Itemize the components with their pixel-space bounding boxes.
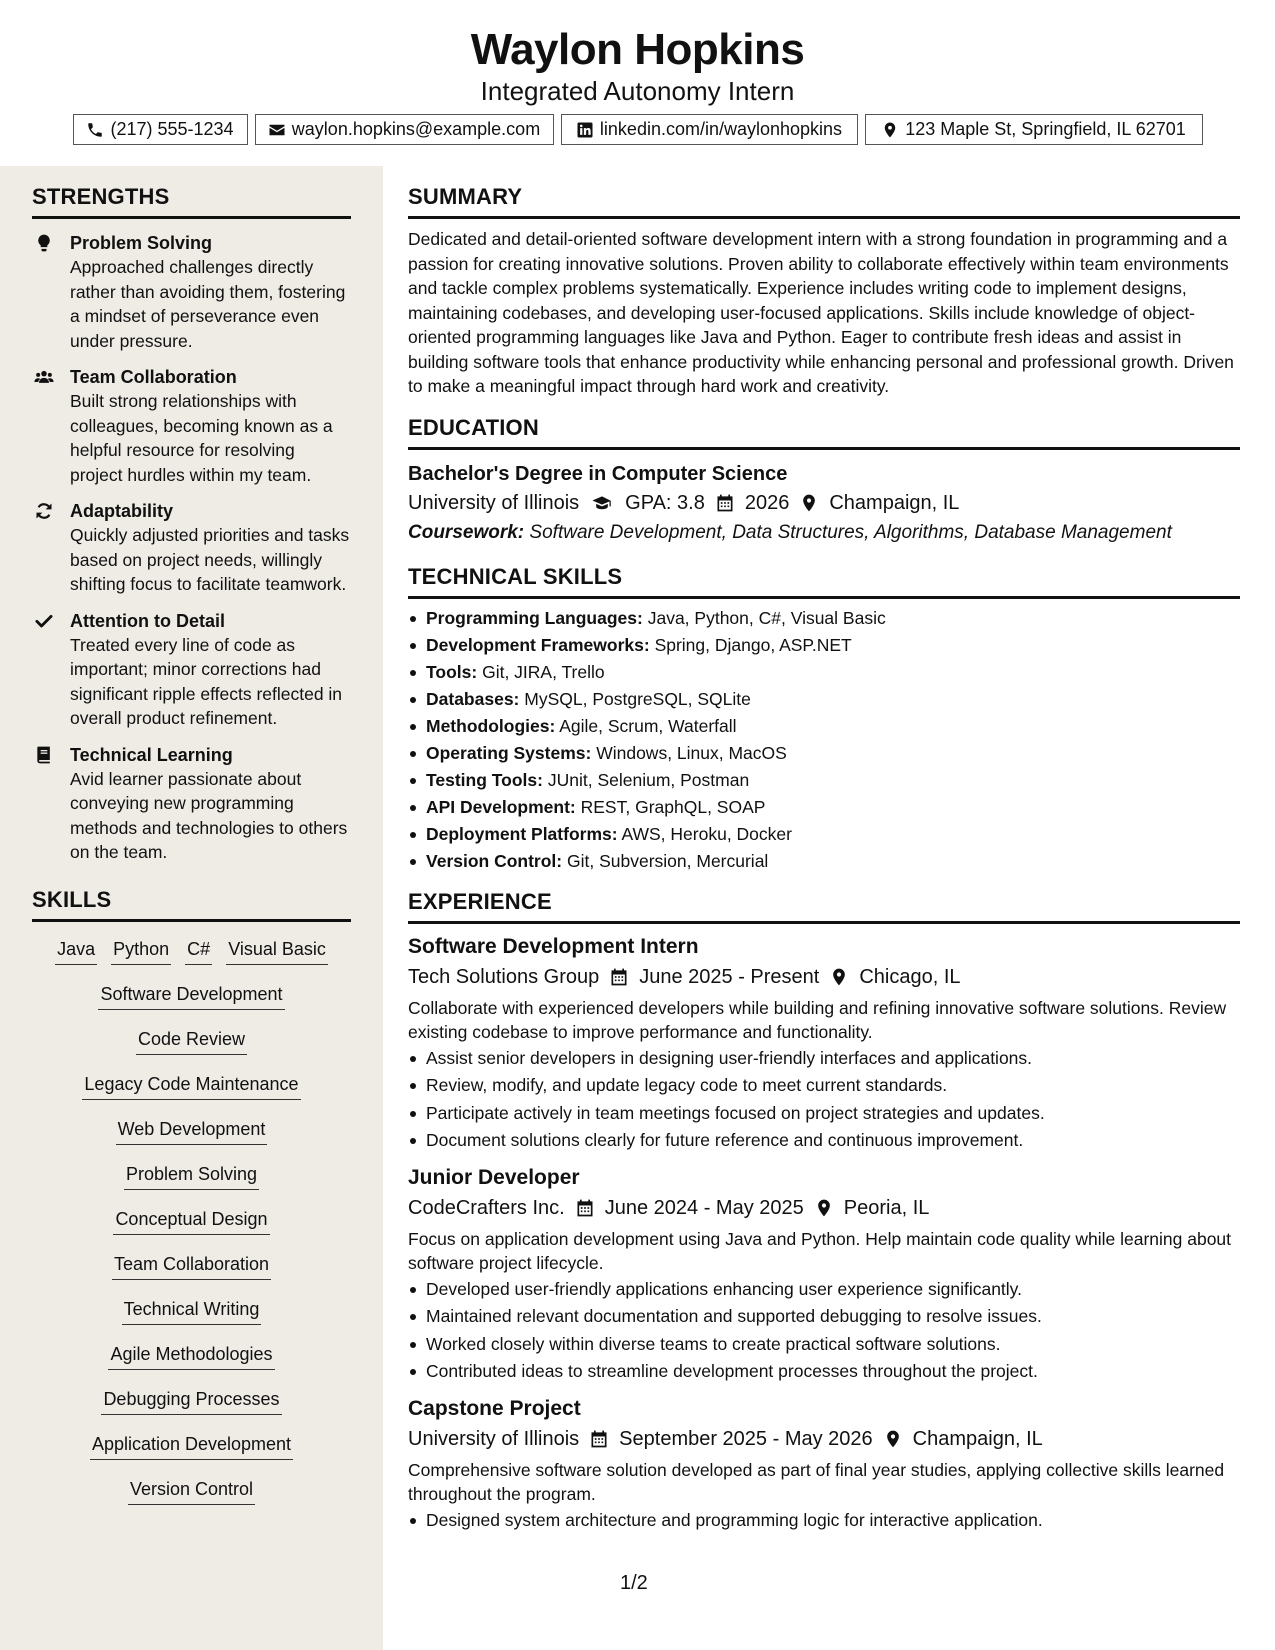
envelope-icon <box>268 121 286 139</box>
map-pin-icon <box>814 1198 834 1218</box>
job-entry <box>408 1163 1240 1386</box>
list-item <box>408 821 1240 848</box>
education-heading: EDUCATION <box>408 415 1240 450</box>
coursework-list: Software Development, Data Structures, Algorithms, Database Management <box>529 521 1172 543</box>
skill-tag: Team Collaboration <box>112 1253 271 1280</box>
list-item <box>408 767 1240 794</box>
strength-item <box>32 499 351 597</box>
job-meta <box>408 1193 1240 1223</box>
contact-address[interactable] <box>865 114 1203 145</box>
skill-category: Development Frameworks: <box>426 634 650 655</box>
skill-tag: Version Control <box>128 1478 255 1505</box>
list-item <box>408 794 1240 821</box>
contact-phone[interactable] <box>73 114 248 145</box>
contact-phone-text: (217) 555-1234 <box>110 119 234 139</box>
list-item: Developed user-friendly applications enhancing user experience significantly. <box>408 1276 1240 1304</box>
list-item <box>408 740 1240 767</box>
list-item <box>408 686 1240 713</box>
map-pin-icon <box>799 493 819 513</box>
skill-tag: Problem Solving <box>124 1163 259 1190</box>
strength-item <box>32 231 351 353</box>
technical-skills-list <box>408 605 1240 875</box>
list-item: Designed system architecture and programming logic for interactive application. <box>408 1507 1240 1535</box>
skill-tag: Web Development <box>116 1118 268 1145</box>
skills-heading: SKILLS <box>32 887 351 922</box>
list-item: Assist senior developers in designing user-friendly interfaces and applications. <box>408 1045 1240 1073</box>
coursework-label: Coursework: <box>408 521 525 543</box>
job-description: Focus on application development using Java and Python. Help maintain code quality while learning about software project lifecycle. <box>408 1228 1232 1273</box>
strength-title: Problem Solving <box>70 233 213 253</box>
contact-bar <box>0 114 1275 145</box>
skill-tag: Legacy Code Maintenance <box>82 1073 300 1100</box>
page-number: 1/2 <box>620 1572 648 1594</box>
skill-tag: C# <box>185 938 212 965</box>
contact-email[interactable] <box>255 114 554 145</box>
skill-tag: Application Development <box>90 1433 293 1460</box>
contact-linkedin-text: linkedin.com/in/waylonhopkins <box>599 119 843 139</box>
company-name: CodeCrafters Inc. <box>408 1196 565 1219</box>
linkedin-icon <box>576 121 594 139</box>
degree-title: Bachelor's Degree in Computer Science <box>408 462 788 485</box>
job-description: Collaborate with experienced developers while building and refining innovative software solutions. Review existing codebase to improve performance and functionality. <box>408 997 1227 1042</box>
list-item <box>408 659 1240 686</box>
skill-category: Testing Tools: <box>426 769 543 790</box>
skill-tag: Conceptual Design <box>113 1208 269 1235</box>
calendar-icon <box>589 1429 609 1449</box>
skill-category: Operating Systems: <box>426 742 592 763</box>
strength-text: Built strong relationships with colleagues, becoming known as a helpful resource for resolving project hurdles within my team. <box>70 391 333 485</box>
candidate-name: Waylon Hopkins <box>470 25 805 74</box>
skill-tag: Agile Methodologies <box>108 1343 274 1370</box>
skill-values: Git, Subversion, Mercurial <box>567 850 769 871</box>
strength-title: Attention to Detail <box>70 610 225 631</box>
contact-linkedin[interactable] <box>561 114 858 145</box>
list-item <box>408 605 1240 632</box>
skill-tag: Code Review <box>136 1028 247 1055</box>
skill-category: Methodologies: <box>426 715 556 736</box>
experience-heading: EXPERIENCE <box>408 889 1240 924</box>
job-entry <box>408 1394 1240 1535</box>
calendar-icon <box>575 1198 595 1218</box>
job-meta <box>408 962 1240 992</box>
job-location: Peoria, IL <box>843 1196 930 1219</box>
summary-heading: SUMMARY <box>408 184 1240 219</box>
skill-category: Programming Languages: <box>426 607 643 628</box>
checkmark-icon <box>34 611 54 631</box>
strength-title: Team Collaboration <box>70 367 237 387</box>
strength-text: Avid learner passionate about conveying new programming methods and technologies to others on the team. <box>70 768 348 862</box>
skill-tag: Java <box>55 938 97 965</box>
job-title: Capstone Project <box>408 1396 581 1420</box>
skill-tag: Debugging Processes <box>101 1388 281 1415</box>
job-location: Chicago, IL <box>859 965 961 988</box>
sync-icon <box>34 501 54 521</box>
skill-values: Spring, Django, ASP.NET <box>654 634 852 655</box>
map-pin-icon <box>883 1429 903 1449</box>
job-dates: June 2024 - May 2025 <box>604 1196 804 1219</box>
map-pin-icon <box>881 121 899 139</box>
sidebar <box>0 166 383 1650</box>
school-name: University of Illinois <box>408 491 580 514</box>
skill-category: Deployment Platforms: <box>426 823 618 844</box>
list-item: Review, modify, and update legacy code to meet current standards. <box>408 1072 1240 1100</box>
list-item: Participate actively in team meetings focused on project strategies and updates. <box>408 1100 1240 1128</box>
list-item: Contributed ideas to streamline development processes throughout the project. <box>408 1358 1240 1386</box>
skill-tag: Technical Writing <box>122 1298 262 1325</box>
phone-icon <box>86 121 104 139</box>
skill-values: Git, JIRA, Trello <box>482 661 605 682</box>
skill-values: JUnit, Selenium, Postman <box>547 769 750 790</box>
list-item <box>408 632 1240 659</box>
contact-email-text: waylon.hopkins@example.com <box>291 119 541 139</box>
skill-tag: Visual Basic <box>226 938 328 965</box>
job-description: Comprehensive software solution developed as part of final year studies, applying collective skills learned throughout the program. <box>408 1459 1225 1504</box>
skill-category: Tools: <box>426 661 478 682</box>
strengths-heading: STRENGTHS <box>32 184 351 219</box>
education-meta <box>408 488 1240 518</box>
job-entry <box>408 932 1240 1155</box>
company-name: Tech Solutions Group <box>408 965 600 988</box>
strength-text: Approached challenges directly rather than avoiding them, fostering a mindset of perseverance even under pressure. <box>70 257 346 351</box>
job-meta <box>408 1424 1240 1454</box>
resume-header <box>0 0 1275 166</box>
skill-values: REST, GraphQL, SOAP <box>580 796 766 817</box>
skill-tag: Python <box>111 938 171 965</box>
company-name: University of Illinois <box>408 1427 580 1450</box>
candidate-role: Integrated Autonomy Intern <box>480 76 795 106</box>
skill-values: Agile, Scrum, Waterfall <box>559 715 737 736</box>
job-dates: September 2025 - May 2026 <box>619 1427 873 1450</box>
graduation-year: 2026 <box>744 491 790 514</box>
job-bullets <box>408 1276 1240 1386</box>
technical-skills-heading: TECHNICAL SKILLS <box>408 564 1240 599</box>
job-dates: June 2025 - Present <box>639 965 820 988</box>
job-location: Champaign, IL <box>912 1427 1043 1450</box>
skill-values: Windows, Linux, MacOS <box>596 742 787 763</box>
users-icon <box>34 367 54 387</box>
coursework <box>408 518 1240 548</box>
skill-values: AWS, Heroku, Docker <box>621 823 792 844</box>
job-title: Junior Developer <box>408 1165 580 1189</box>
gpa: GPA: 3.8 <box>625 491 705 514</box>
skill-category: Databases: <box>426 688 520 709</box>
strength-text: Treated every line of code as important; minor corrections had significant ripple effects reflected in overall product refinement. <box>70 634 343 728</box>
lightbulb-icon <box>34 233 54 253</box>
book-icon <box>34 745 54 765</box>
list-item <box>408 713 1240 740</box>
list-item: Document solutions clearly for future reference and continuous improvement. <box>408 1127 1240 1155</box>
school-location: Champaign, IL <box>829 491 960 514</box>
strength-title: Adaptability <box>70 501 174 521</box>
map-pin-icon <box>829 967 849 987</box>
calendar-icon <box>609 967 629 987</box>
strength-item <box>32 365 351 487</box>
strength-title: Technical Learning <box>70 744 233 765</box>
job-bullets <box>408 1507 1240 1535</box>
skill-category: Version Control: <box>426 850 563 871</box>
skill-values: MySQL, PostgreSQL, SQLite <box>524 688 751 709</box>
calendar-icon <box>715 493 735 513</box>
skill-values: Java, Python, C#, Visual Basic <box>647 607 886 628</box>
main-content <box>408 166 1240 1534</box>
skill-tag: Software Development <box>98 983 284 1010</box>
list-item: Maintained relevant documentation and supported debugging to resolve issues. <box>408 1303 1240 1331</box>
skills-list <box>32 936 351 1521</box>
graduation-cap-icon <box>589 493 615 513</box>
strength-text: Quickly adjusted priorities and tasks based on project needs, willingly shifting focus to facilitate teamwork. <box>70 525 350 594</box>
list-item <box>408 848 1240 875</box>
list-item: Worked closely within diverse teams to create practical software solutions. <box>408 1331 1240 1359</box>
strength-item <box>32 743 351 865</box>
contact-address-text: 123 Maple St, Springfield, IL 62701 <box>905 119 1186 139</box>
strength-item <box>32 609 351 731</box>
skill-category: API Development: <box>426 796 576 817</box>
job-title: Software Development Intern <box>408 934 699 958</box>
job-bullets <box>408 1045 1240 1155</box>
summary-text: Dedicated and detail-oriented software development intern with a strong foundation in programming and a passion for creating innovative solutions. Proven ability to collaborate effectively within team environments and tackle complex problems systematically. Experience includes writing code to implement designs, maintaining codebases, and developing user-focused applications. Skills include knowledge of object-oriented programming languages like Java and Python. Eager to contribute fresh ideas and assist in building software tools that enhance productivity while enhancing personal and professional growth. Driven to make a meaningful impact through hard work and creativity. <box>408 229 1234 396</box>
